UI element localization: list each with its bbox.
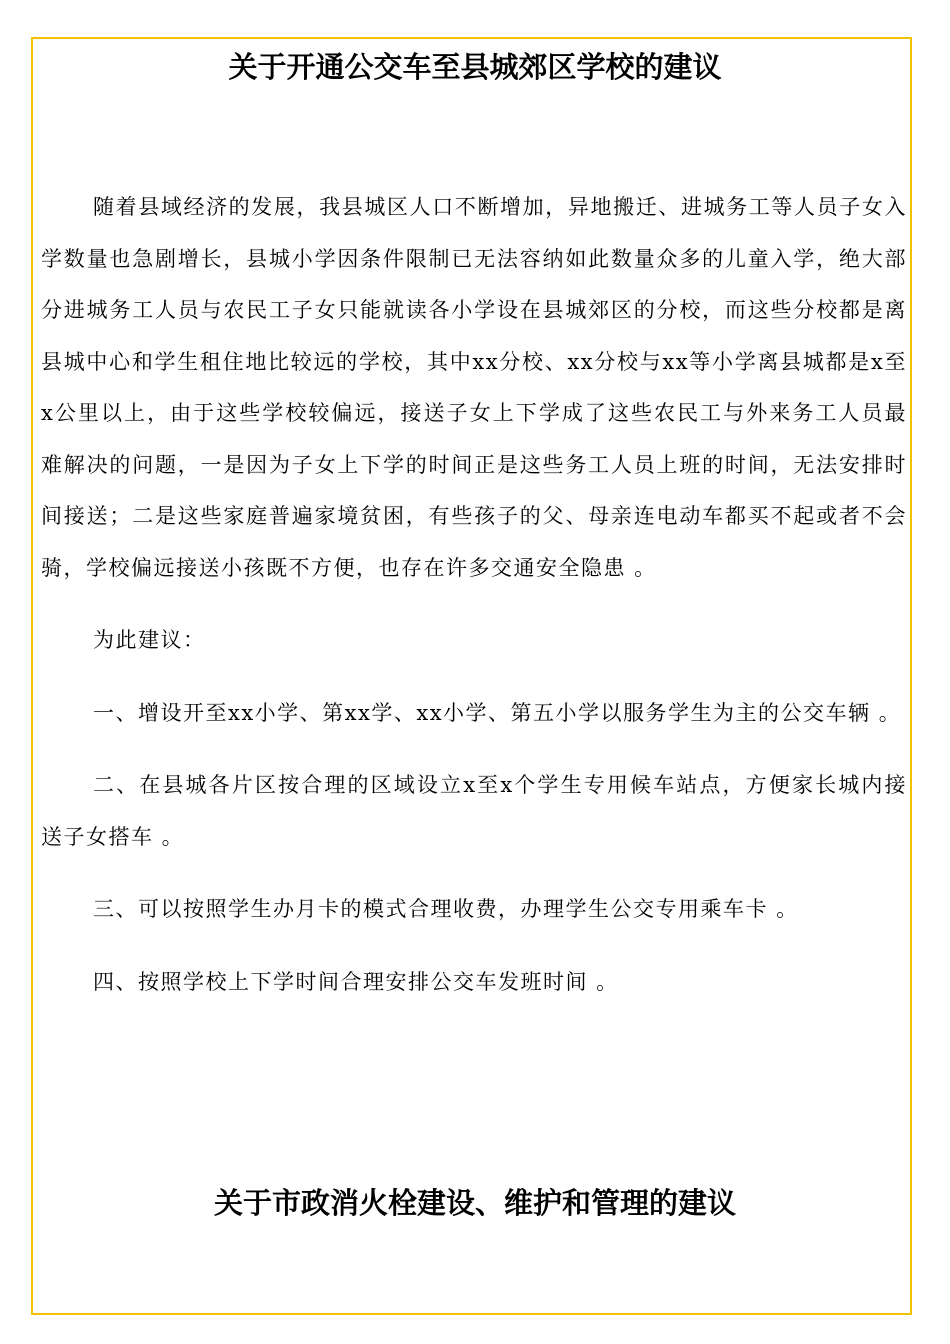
- proposal-item-2: 二、在县城各片区按合理的区域设立x至x个学生专用候车站点，方便家长城内接送子女搭车 。: [41, 773, 907, 849]
- document-body: [41, 182, 907, 1029]
- proposal-item-3: 三、可以按照学生办月卡的模式合理收费，办理学生公交专用乘车卡 。: [93, 897, 799, 921]
- intro-paragraph: 随着县域经济的发展，我县城区人口不断增加，异地搬迁、进城务工等人员子女入学数量也急剧增长，县城小学因条件限制已无法容纳如此数量众多的儿童入学，绝大部分进城务工人员与农民工子女只能就读各小学设在县城郊区的分校，而这些分校都是离县城中心和学生租住地比较远的学校，其中xx分校、xx分校与xx等小学离县城都是x至x公里以上，由于这些学校较偏远，接送子女上下学成了这些农民工与外来务工人员最难解决的问题，一是因为子女上下学的时间正是这些务工人员上班的时间，无法安排时间接送；二是这些家庭普遍家境贫困，有些孩子的父、母亲连电动车都买不起或者不会骑，学校偏远接送小孩既不方便，也存在许多交通安全隐患 。: [41, 195, 907, 580]
- proposal-item-1: 一、增设开至xx小学、第xx学、xx小学、第五小学以服务学生为主的公交车辆 。: [93, 700, 902, 725]
- proposal-item-4: 四、按照学校上下学时间合理安排公交车发班时间 。: [93, 969, 619, 994]
- document-title: 关于开通公交车至县城郊区学校的建议: [228, 50, 722, 84]
- proposal-lead: 为此建议：: [93, 628, 206, 652]
- next-document-title: 关于市政消火栓建设、维护和管理的建议: [213, 1186, 736, 1220]
